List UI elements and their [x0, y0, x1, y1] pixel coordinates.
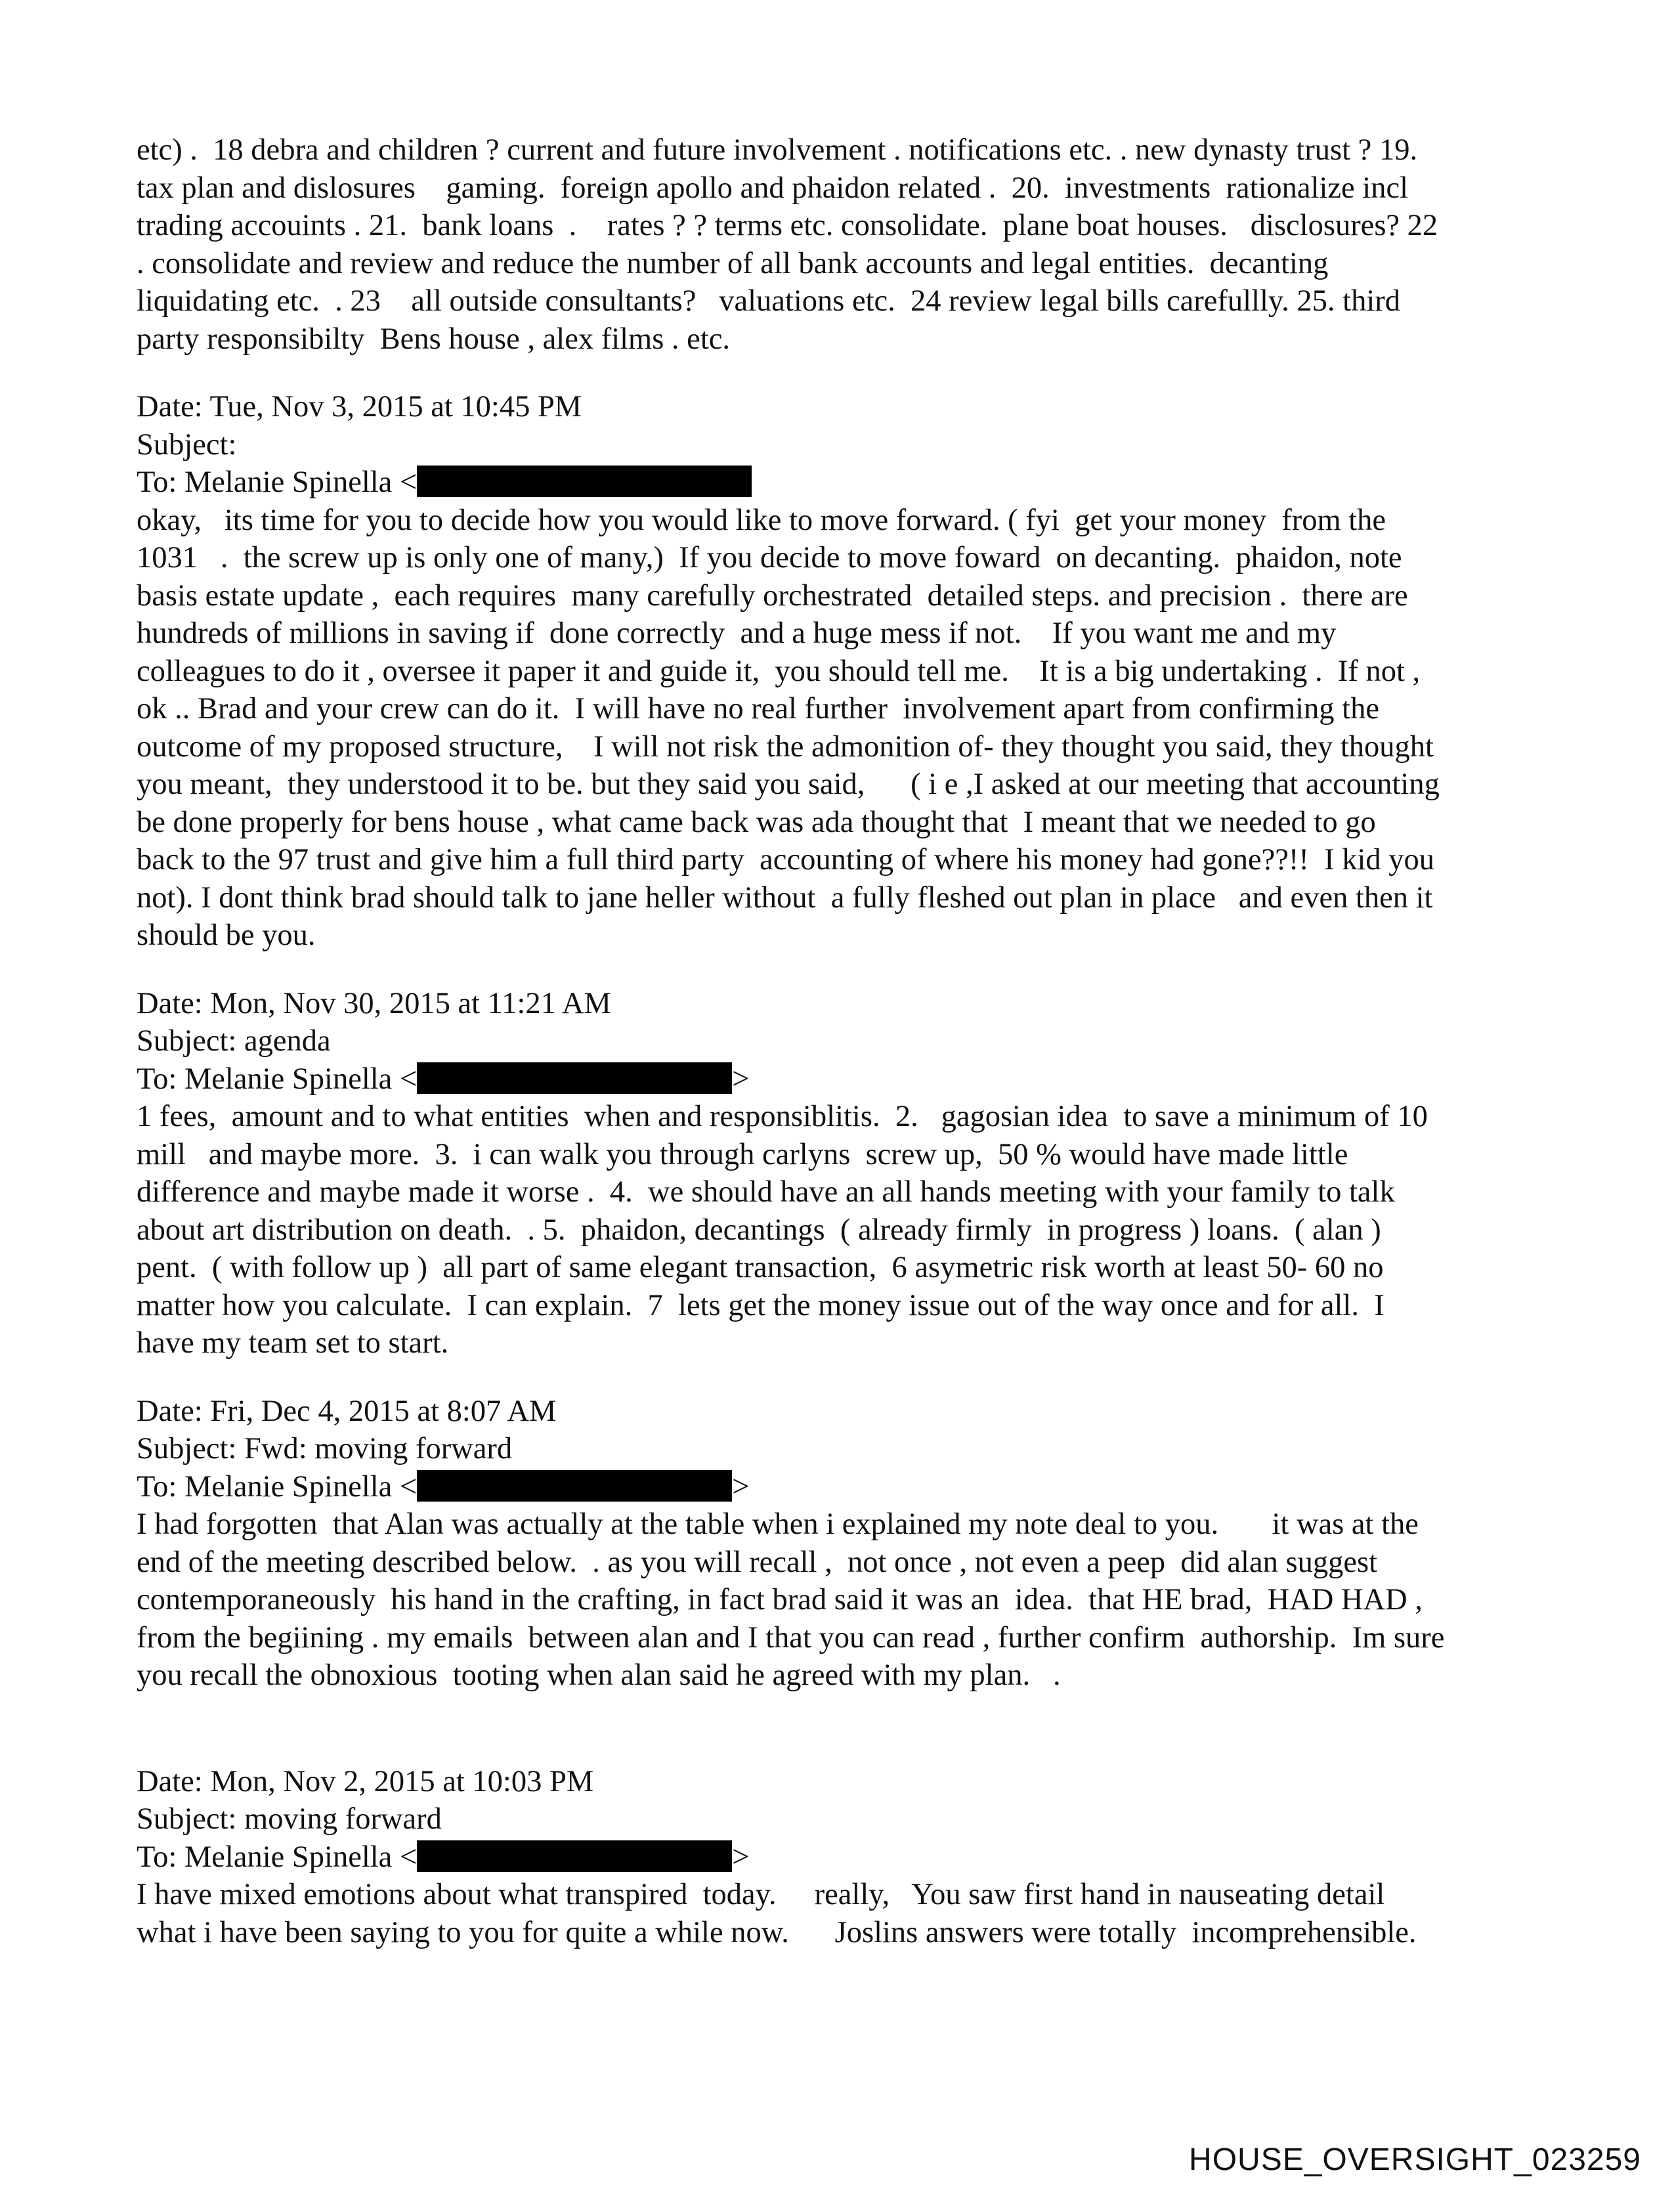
- email-date: Date: Tue, Nov 3, 2015 at 10:45 PM: [137, 390, 582, 423]
- text-line: trading accouints . 21. bank loans . rates ? ? terms etc. consolidate. plane boat houses. disclosures? 22: [137, 209, 1438, 242]
- body-line: colleagues to do it , oversee it paper it and guide it, you should tell me. It is a big undertaking . If not ,: [137, 654, 1421, 688]
- email-to: [137, 1060, 1535, 1098]
- body-line: ok .. Brad and your crew can do it. I will have no real further involvement apart from confirming the: [137, 692, 1379, 726]
- text-line: etc) . 18 debra and children ? current and future involvement . notifications etc. . new dynasty trust ? 19.: [137, 133, 1418, 167]
- body-line: I have mixed emotions about what transpired today. really, You saw first hand in nauseating detail: [137, 1878, 1385, 1911]
- text-line: party responsibilty Bens house , alex films . etc.: [137, 322, 731, 356]
- email-to-label: To: Melanie Spinella <: [137, 1062, 418, 1096]
- redaction-bar: [417, 1062, 732, 1094]
- body-line: outcome of my proposed structure, I will not risk the admonition of- they thought you said, they thought: [137, 729, 1434, 764]
- body-line: not). I dont think brad should talk to jane heller without a fully fleshed out plan in place and even then it: [137, 880, 1433, 915]
- body-line: be done properly for bens house , what came back was ada thought that I meant that we needed to go: [137, 805, 1376, 839]
- body-line: you recall the obnoxious tooting when alan said he agreed with my plan. .: [137, 1659, 1061, 1692]
- body-line: pent. ( with follow up ) all part of same elegant transaction, 6 asymetric risk worth at least 50- 60 no: [137, 1251, 1384, 1284]
- body-line: okay, its time for you to decide how you would like to move forward. ( fyi get your money from the: [137, 503, 1386, 537]
- intro-text: [137, 131, 1535, 358]
- email-to-label: To: Melanie Spinella <: [137, 1469, 418, 1504]
- body-line: you meant, they understood it to be. but they said you said, ( i e ,I asked at our meeting that accounting: [137, 768, 1440, 801]
- redaction-bar: [417, 1470, 732, 1502]
- email-block-4: [137, 1763, 1535, 1952]
- body-line: basis estate update , each requires many carefully orchestrated detailed steps. and precision . there are: [137, 578, 1408, 613]
- email-subject: Subject: moving forward: [137, 1802, 442, 1836]
- email-to: [137, 464, 1535, 502]
- body-line: end of the meeting described below. . as you will recall , not once , not even a peep did alan suggest: [137, 1545, 1377, 1579]
- email-to-label: To: Melanie Spinella <: [137, 466, 418, 499]
- email-to-label: To: Melanie Spinella <: [137, 1840, 418, 1874]
- email-block-2: [137, 985, 1535, 1362]
- body-line: 1 fees, amount and to what entities when and responsiblitis. 2. gagosian idea to save a minimum of 10: [137, 1100, 1428, 1133]
- email-to: [137, 1838, 1535, 1876]
- body-line: hundreds of millions in saving if done correctly and a huge mess if not. If you want me and my: [137, 617, 1337, 650]
- text-line: tax plan and dislosures gaming. foreign apollo and phaidon related . 20. investments rationalize incl: [137, 171, 1409, 205]
- text-line: . consolidate and review and reduce the number of all bank accounts and legal entities. decanting: [137, 246, 1329, 280]
- document-page: [137, 131, 1535, 1951]
- body-line: I had forgotten that Alan was actually at the table when i explained my note deal to you. it was at the: [137, 1507, 1419, 1541]
- body-line: difference and maybe made it worse . 4. we should have an all hands meeting with your family to talk: [137, 1175, 1395, 1209]
- body-line: what i have been saying to you for quite a while now. Joslins answers were totally incomprehensible.: [137, 1915, 1417, 1949]
- email-date: Date: Mon, Nov 2, 2015 at 10:03 PM: [137, 1764, 594, 1798]
- body-line: from the begiining . my emails between alan and I that you can read , further confirm authorship. Im sure: [137, 1620, 1445, 1655]
- email-to: [137, 1468, 1535, 1506]
- email-to-close: >: [732, 1840, 750, 1874]
- body-line: contemporaneously his hand in the crafting, in fact brad said it was an idea. that HE brad, HAD HAD ,: [137, 1583, 1423, 1616]
- email-subject: Subject: agenda: [137, 1024, 331, 1058]
- email-to-close: >: [732, 1062, 750, 1096]
- email-subject: Subject: Fwd: moving forward: [137, 1432, 513, 1465]
- body-line: 1031 . the screw up is only one of many,) If you decide to move foward on decanting. phaidon, note: [137, 541, 1402, 575]
- body-line: back to the 97 trust and give him a full third party accounting of where his money had gone??!! I kid you: [137, 843, 1434, 877]
- body-line: matter how you calculate. I can explain. 7 lets get the money issue out of the way once and for all. I: [137, 1288, 1384, 1322]
- email-block-3: [137, 1393, 1535, 1695]
- redaction-bar: [417, 1840, 732, 1872]
- body-line: mill and maybe more. 3. i can walk you through carlyns screw up, 50 % would have made little: [137, 1137, 1348, 1171]
- email-to-close: >: [732, 1469, 750, 1504]
- text-line: liquidating etc. . 23 all outside consultants? valuations etc. 24 review legal bills carefullly. 25. third: [137, 284, 1400, 318]
- email-date: Date: Mon, Nov 30, 2015 at 11:21 AM: [137, 986, 611, 1020]
- body-line: should be you.: [137, 919, 316, 952]
- email-subject: Subject:: [137, 427, 237, 462]
- bates-number: HOUSE_OVERSIGHT_023259: [1189, 2142, 1641, 2177]
- email-block-1: [137, 388, 1535, 955]
- email-date: Date: Fri, Dec 4, 2015 at 8:07 AM: [137, 1394, 557, 1428]
- redaction-bar: [417, 466, 752, 497]
- body-line: about art distribution on death. . 5. phaidon, decantings ( already firmly in progress ) loans. ( alan ): [137, 1213, 1381, 1247]
- body-line: have my team set to start.: [137, 1326, 449, 1360]
